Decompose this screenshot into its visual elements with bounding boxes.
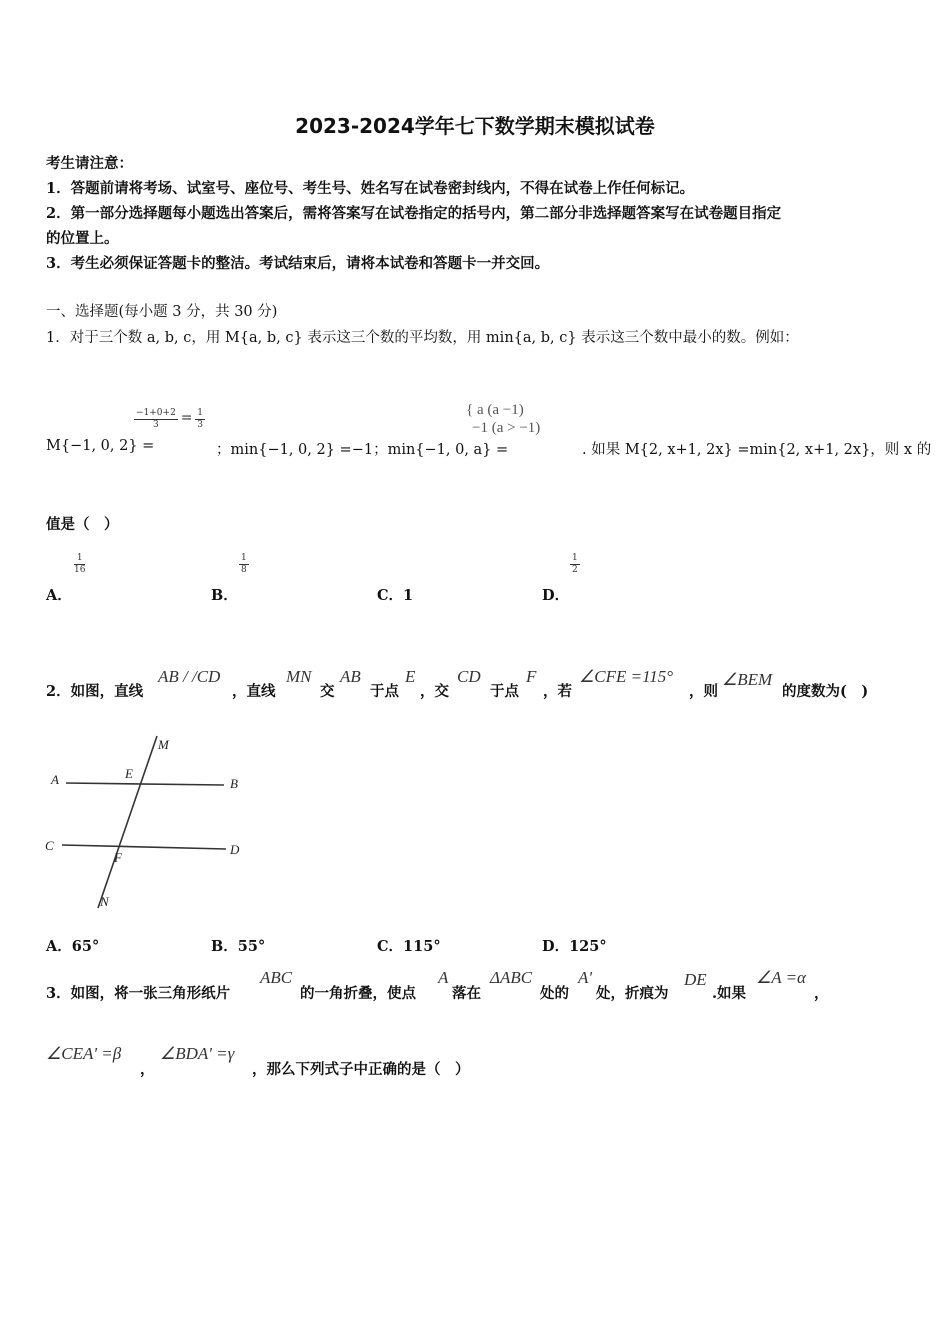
q1-d-label: D． <box>542 587 570 604</box>
q2-m1: AB / /CD <box>158 667 221 686</box>
q1-option-c[interactable] <box>377 584 413 605</box>
line-cd <box>62 845 226 849</box>
notice-line-1: 1．答题前请将考场、试室号、座位号、考生号、姓名写在试卷密封线内，不得在试卷上作任何标记。 <box>46 180 695 197</box>
notice-line-2a: 2．第一部分选择题每小题选出答案后，需将答案写在试卷指定的括号内，第二部分非选择题答案写在试卷题目指定 <box>46 205 782 222</box>
q1-b-label: B． <box>211 587 238 604</box>
q3-m3: ΔABC <box>490 968 533 987</box>
q3-p5: 处，折痕为 <box>596 985 669 1002</box>
q1-frac2-den: 3 <box>197 420 204 430</box>
q2-p5: ，交 <box>420 683 449 700</box>
q2-d-label: D． <box>542 938 570 955</box>
q3-p7: ， <box>814 985 829 1002</box>
q3-m8: ∠BDA' =γ <box>160 1044 235 1063</box>
q2-m3: AB <box>340 667 361 686</box>
q1-b-den: 8 <box>241 565 247 575</box>
label-a: A <box>51 772 59 787</box>
q1-average-fraction <box>134 408 205 431</box>
label-f: F <box>114 850 122 865</box>
label-d: D <box>230 842 240 857</box>
q3-m6: ∠A =α <box>756 968 806 987</box>
q3-p1: 3．如图，将一张三角形纸片 <box>46 985 231 1002</box>
q2-b-value: 55° <box>237 938 266 955</box>
q3-p4: 处的 <box>540 985 569 1002</box>
q1-d-num: 1 <box>572 553 578 563</box>
label-b: B <box>230 776 238 791</box>
q2-figure <box>40 730 260 915</box>
q2-a-value: 65° <box>71 938 100 955</box>
q3-p6: .如果 <box>712 985 747 1002</box>
q1-frac-num: −1+0+2 <box>136 408 176 418</box>
q2-option-b[interactable] <box>211 935 265 956</box>
q3-m5: DE <box>684 970 707 989</box>
q2-p1: 2．如图，直线 <box>46 683 144 700</box>
q1-a-label: A． <box>46 587 72 604</box>
q2-p4: 于点 <box>370 683 399 700</box>
q3-p8: ， <box>140 1061 155 1078</box>
q2-c-value: 115° <box>403 938 441 955</box>
line-mn <box>98 736 157 908</box>
q1-m-label: M{−1, 0, 2} = <box>46 438 155 454</box>
line-ab <box>66 783 224 785</box>
q1-a-den: 16 <box>74 565 86 575</box>
q2-p3: 交 <box>320 683 335 700</box>
brace-top: { <box>466 402 477 418</box>
label-m: M <box>158 737 169 752</box>
q2-p9: 的度数为( ) <box>782 683 869 700</box>
q1-case-2: −1 (a > −1) <box>472 420 541 436</box>
label-n: N <box>100 894 109 909</box>
q3-p9: ，那么下列式子中正确的是（ ） <box>252 1061 470 1078</box>
q2-p6: 于点 <box>490 683 519 700</box>
q1-stem: 1．对于三个数 a, b, c，用 M{a, b, c} 表示这三个数的平均数，用 min{a, b, c} 表示这三个数中最小的数。例如： <box>46 330 799 346</box>
q2-option-a[interactable] <box>46 935 99 956</box>
q2-option-c[interactable] <box>377 935 441 956</box>
q2-c-label: C． <box>377 938 404 955</box>
q1-tail: . 如果 M{2, x+1, 2x} =min{2, x+1, 2x}，则 x 的 <box>582 442 932 458</box>
q1-case-1: a (a −1) <box>476 402 524 418</box>
q2-p2: ，直线 <box>232 683 276 700</box>
q1-frac-den: 3 <box>153 420 159 430</box>
q3-p2: 的一角折叠，使点 <box>300 985 416 1002</box>
q1-c-label: C． <box>377 587 404 604</box>
label-c: C <box>45 838 54 853</box>
q1-stem-end: 值是（ ） <box>46 516 119 533</box>
q3-p3: 落在 <box>452 985 481 1002</box>
q2-option-d[interactable] <box>542 935 607 956</box>
notice-line-2b: 的位置上。 <box>46 230 119 247</box>
q2-m4: E <box>405 667 416 686</box>
q2-a-label: A． <box>46 938 72 955</box>
q2-m2: MN <box>286 667 312 686</box>
q3-m2: A <box>438 968 449 987</box>
q3-m1: ABC <box>260 968 293 987</box>
q2-p8: ，则 <box>689 683 718 700</box>
q3-m4: A' <box>578 968 593 987</box>
q2-m5: CD <box>457 667 481 686</box>
q2-m7: ∠CFE =115° <box>579 667 674 686</box>
q1-b-num: 1 <box>241 553 247 563</box>
notice-line-3: 3．考生必须保证答题卡的整洁。考试结束后，请将本试卷和答题卡一并交回。 <box>46 255 550 272</box>
notice-heading: 考生请注意： <box>46 155 133 172</box>
q2-b-label: B． <box>211 938 238 955</box>
q2-d-value: 125° <box>569 938 607 955</box>
page-title: 2023-2024学年七下数学期末模拟试卷 <box>295 114 655 138</box>
q2-m6: F <box>526 667 537 686</box>
q1-frac-eq: = <box>180 410 193 426</box>
q1-frac2-num: 1 <box>197 408 204 418</box>
q1-c-value: 1 <box>403 587 414 604</box>
q1-d-den: 2 <box>572 565 578 575</box>
label-e: E <box>125 766 133 781</box>
q2-m8: ∠BEM <box>722 670 773 689</box>
q1-a-num: 1 <box>74 553 85 565</box>
q2-p7: ，若 <box>543 683 572 700</box>
q3-m7: ∠CEA' =β <box>46 1044 122 1063</box>
q1-piecewise <box>466 401 540 437</box>
q1-min-part: ；min{−1, 0, 2} =−1；min{−1, 0, a} = <box>216 442 509 458</box>
section-heading: 一、选择题(每小题 3 分，共 30 分) <box>46 304 278 320</box>
